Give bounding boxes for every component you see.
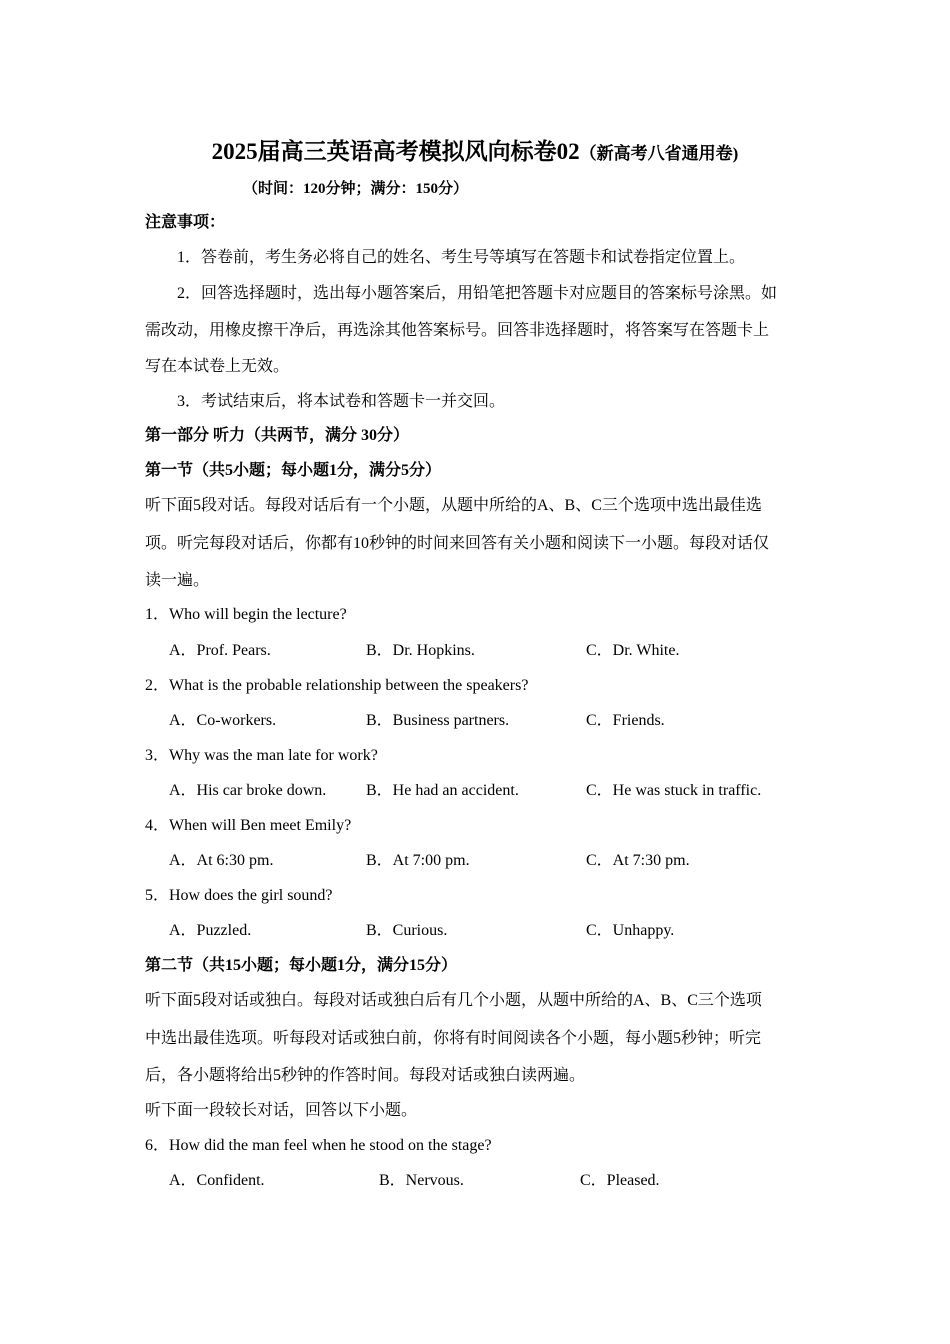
question-2: 2．What is the probable relationship between the speakers? [145, 677, 529, 694]
question-6-option-c: C．Pleased. [580, 1172, 660, 1189]
exam-time-score: （时间：120分钟；满分：150分） [243, 181, 469, 197]
question-5-option-a: A．Puzzled. [169, 922, 252, 939]
section2-instructions-line-2: 中选出最佳选项。听每段对话或独白前，你将有时间阅读各个小题，每小题5秒钟；听完 [145, 1030, 762, 1047]
question-3: 3．Why was the man late for work? [145, 747, 378, 764]
part1-heading: 第一部分 听力（共两节，满分 30分） [145, 427, 410, 444]
question-4: 4．When will Ben meet Emily? [145, 817, 352, 834]
notice-item-3: 3．考试结束后，将本试卷和答题卡一并交回。 [177, 393, 506, 410]
question-4-option-a: A．At 6:30 pm. [169, 852, 274, 869]
question-3-option-b: B．He had an accident. [366, 782, 519, 799]
section2-instructions-line-3: 后，各小题将给出5秒钟的作答时间。每段对话或独白读两遍。 [145, 1067, 586, 1084]
question-1-option-c: C．Dr. White. [586, 642, 680, 659]
notice-item-1: 1．答卷前，考生务必将自己的姓名、考生号等填写在答题卡和试卷指定位置上。 [177, 249, 746, 266]
section1-instructions-line-1: 听下面5段对话。每段对话后有一个小题，从题中所给的A、B、C三个选项中选出最佳选 [145, 497, 762, 514]
notice-item-2-line-3: 写在本试卷上无效。 [145, 358, 290, 375]
section1-instructions-line-2: 项。听完每段对话后，你都有10秒钟的时间来回答有关小题和阅读下一小题。每段对话仅 [145, 535, 770, 552]
question-5-option-c: C．Unhappy. [586, 922, 675, 939]
section1-heading: 第一节（共5小题；每小题1分，满分5分） [145, 462, 442, 479]
question-4-option-c: C．At 7:30 pm. [586, 852, 690, 869]
exam-title-scope: （新高考八省通用卷) [579, 144, 739, 163]
question-2-option-a: A．Co-workers. [169, 712, 277, 729]
question-5-option-b: B．Curious. [366, 922, 448, 939]
question-3-option-a: A．His car broke down. [169, 782, 327, 799]
section1-instructions-line-3: 读一遍。 [145, 572, 210, 589]
question-6-option-a: A．Confident. [169, 1172, 265, 1189]
question-3-option-c: C．He was stuck in traffic. [586, 782, 762, 799]
exam-title [0, 138, 950, 168]
notice-item-2-line-2: 需改动，用橡皮擦干净后，再选涂其他答案标号。回答非选择题时，将答案写在答题卡上 [145, 322, 770, 339]
question-1-option-a: A．Prof. Pears. [169, 642, 271, 659]
notice-item-2-line-1: 2．回答选择题时，选出每小题答案后，用铅笔把答题卡对应题目的答案标号涂黑。如 [177, 285, 778, 302]
question-5: 5．How does the girl sound? [145, 887, 333, 904]
section2-heading: 第二节（共15小题；每小题1分，满分15分） [145, 957, 458, 974]
passage-intro: 听下面一段较长对话，回答以下小题。 [145, 1102, 418, 1119]
exam-title-main: 2025届高三英语高考模拟风向标卷02 [211, 139, 580, 164]
question-6: 6．How did the man feel when he stood on the stage? [145, 1137, 492, 1154]
question-2-option-b: B．Business partners. [366, 712, 510, 729]
question-2-option-c: C．Friends. [586, 712, 665, 729]
notice-heading: 注意事项： [145, 214, 226, 231]
question-6-option-b: B．Nervous. [379, 1172, 464, 1189]
question-1-option-b: B．Dr. Hopkins. [366, 642, 475, 659]
question-4-option-b: B．At 7:00 pm. [366, 852, 470, 869]
section2-instructions-line-1: 听下面5段对话或独白。每段对话或独白后有几个小题，从题中所给的A、B、C三个选项 [145, 992, 762, 1009]
question-1: 1．Who will begin the lecture? [145, 606, 347, 623]
